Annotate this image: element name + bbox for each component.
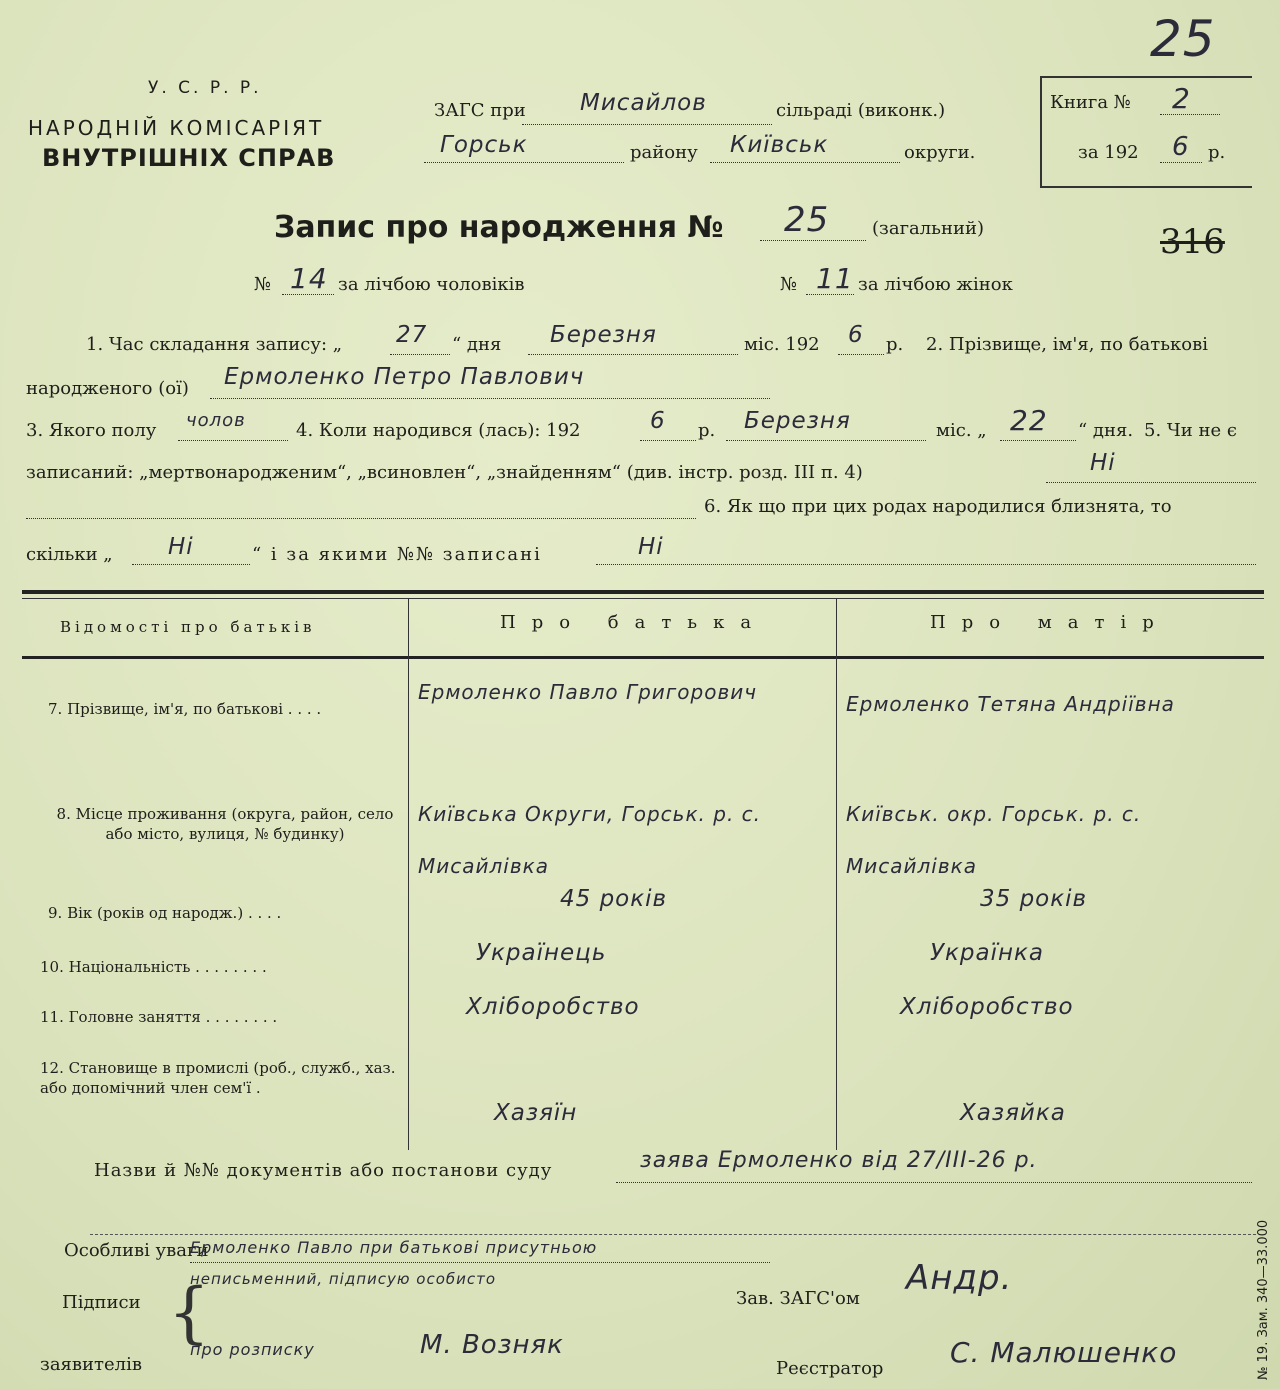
commissariat-header: НАРОДНІЙ КОМІСАРІЯТ bbox=[28, 116, 325, 140]
row9-mother: 35 років bbox=[980, 886, 1088, 912]
field1-day-suffix: “ дня bbox=[452, 334, 502, 355]
row12-father: Хазяїн bbox=[494, 1100, 578, 1126]
men-prefix: № bbox=[254, 274, 272, 295]
row12-label: 12. Становище в промислі (роб., служб., хаз. або допомічний член сем'ї . bbox=[40, 1059, 396, 1097]
field5-label-cont: записаний: „мертвонародженим“, „всиновлен“, „знайденням“ (див. інстр. розд. III п. 4) bbox=[26, 462, 863, 483]
print-mark-wrapper bbox=[1256, 1140, 1280, 1380]
republic-header: У. С. Р. Р. bbox=[148, 78, 262, 98]
applicants-brace: { bbox=[168, 1274, 210, 1351]
district-label: району bbox=[630, 142, 698, 163]
row11-label: 11. Головне заняття . . . . . . . . bbox=[40, 1008, 278, 1026]
print-mark: № 19. Зам. 340—33.000 bbox=[1256, 1219, 1271, 1380]
field4-year-suffix: р. bbox=[698, 420, 716, 441]
women-label: за лічбою жінок bbox=[858, 274, 1013, 295]
row10-label: 10. Національність . . . . . . . . bbox=[40, 958, 267, 976]
men-label: за лічбою чоловіків bbox=[338, 274, 525, 295]
book-year-suffix: р. bbox=[1208, 142, 1226, 163]
registrar-label: Реєстратор bbox=[776, 1358, 884, 1379]
record-number: 25 bbox=[784, 200, 830, 240]
col-header-mother: Про матір bbox=[930, 612, 1170, 633]
applicant-signature: М. Возняк bbox=[420, 1330, 564, 1360]
book-year-prefix: за 192 bbox=[1078, 142, 1139, 163]
row10-mother: Українка bbox=[930, 940, 1045, 966]
crossed-number: 316 bbox=[1160, 222, 1225, 262]
field4-day-suffix: “ дня. bbox=[1078, 420, 1134, 441]
field6-label: 6. Як що при цих родах народилися близнята, то bbox=[704, 496, 1172, 517]
field6-value2: Ні bbox=[638, 534, 664, 560]
row9-label: 9. Вік (років од народж.) . . . . bbox=[48, 904, 282, 922]
field6-value: Ні bbox=[168, 534, 194, 560]
field5-value: Ні bbox=[1090, 450, 1116, 476]
row7-mother: Ермоленко Тетяна Андріївна bbox=[846, 692, 1175, 716]
page-number: 25 bbox=[1150, 10, 1216, 68]
notes-label: Особливі уваги bbox=[64, 1240, 209, 1261]
field5-label: 5. Чи не є bbox=[1144, 420, 1237, 441]
record-title: Запис про народження № bbox=[274, 210, 724, 245]
zags-suffix: сільраді (виконк.) bbox=[776, 100, 946, 121]
field1-label: 1. Час складання запису: „ bbox=[86, 334, 343, 355]
field2-value: Ермоленко Петро Павлович bbox=[224, 364, 585, 390]
row12-mother: Хазяйка bbox=[960, 1100, 1066, 1126]
row8-father: Київська Округи, Горськ. р. с. Мисайлівка bbox=[418, 802, 762, 878]
field4-label: 4. Коли народився (лась): 192 bbox=[296, 420, 581, 441]
field4-month-suffix: міс. „ bbox=[936, 420, 987, 441]
field6-label-mid: “ і за якими №№ записані bbox=[252, 544, 542, 565]
zags-prefix: ЗАГС при bbox=[434, 100, 526, 121]
notes-value: Ермоленко Павло при батькові присутньою bbox=[190, 1238, 598, 1257]
row9-father: 45 років bbox=[560, 886, 668, 912]
district-value: Горськ bbox=[440, 132, 528, 158]
field6-label-cont: скільки „ bbox=[26, 544, 113, 565]
women-prefix: № bbox=[780, 274, 798, 295]
field3-label: 3. Якого полу bbox=[26, 420, 157, 441]
row8-mother: Київськ. окр. Горськ. р. с. Мисайлівка bbox=[846, 802, 1142, 878]
field4-month: Березня bbox=[744, 408, 851, 434]
row7-father: Ермоленко Павло Григорович bbox=[418, 680, 758, 704]
book-label: Книга № bbox=[1050, 92, 1131, 113]
col-header-info: Відомості про батьків bbox=[60, 618, 316, 636]
women-number: 11 bbox=[816, 262, 854, 295]
row7-label: 7. Прізвище, ім'я, по батькові . . . . bbox=[48, 700, 322, 718]
field1-day: 27 bbox=[396, 322, 428, 348]
field1-month-suffix: міс. 192 bbox=[744, 334, 820, 355]
field3-value: чолов bbox=[186, 410, 246, 431]
head-label: Зав. ЗАГС'ом bbox=[736, 1288, 860, 1309]
field1-month: Березня bbox=[550, 322, 657, 348]
row8-label: 8. Місце проживання (округа, район, село або місто, вулиця, № будинку) bbox=[56, 805, 394, 843]
row10-father: Українець bbox=[476, 940, 607, 966]
record-general-label: (загальний) bbox=[872, 218, 984, 239]
documents-value: заява Ермоленко від 27/III-26 р. bbox=[640, 1148, 1038, 1173]
row11-mother: Хліборобство bbox=[900, 994, 1074, 1020]
okrug-value: Київськ bbox=[730, 132, 829, 158]
field2-label: 2. Прізвище, ім'я, по батькові bbox=[926, 334, 1209, 355]
row11-father: Хліборобство bbox=[466, 994, 640, 1020]
zags-village-value: Мисайлов bbox=[580, 90, 707, 116]
field1-year-suffix: р. bbox=[886, 334, 904, 355]
men-number: 14 bbox=[290, 262, 328, 295]
applicant-line1: неписьменний, підписую особисто bbox=[190, 1270, 497, 1288]
okrug-label: округи. bbox=[904, 142, 976, 163]
applicants-label: заявителів bbox=[40, 1354, 142, 1375]
book-number: 2 bbox=[1172, 82, 1191, 115]
head-signature: Андр. bbox=[906, 1258, 1013, 1298]
book-year-digit: 6 bbox=[1172, 132, 1190, 162]
department-header: ВНУТРІШНІХ СПРАВ bbox=[42, 144, 336, 172]
col-header-father: Про батька bbox=[500, 612, 768, 633]
field4-year: 6 bbox=[650, 408, 666, 434]
field1-year: 6 bbox=[848, 322, 864, 348]
field4-day: 22 bbox=[1010, 404, 1048, 437]
applicant-line2: про розписку bbox=[190, 1340, 315, 1359]
documents-label: Назви й №№ документів або постанови суду bbox=[94, 1160, 553, 1181]
signatures-label: Підписи bbox=[62, 1292, 141, 1313]
field2-label-cont: народженого (ої) bbox=[26, 378, 189, 399]
registrar-signature: С. Малюшенко bbox=[950, 1336, 1178, 1369]
